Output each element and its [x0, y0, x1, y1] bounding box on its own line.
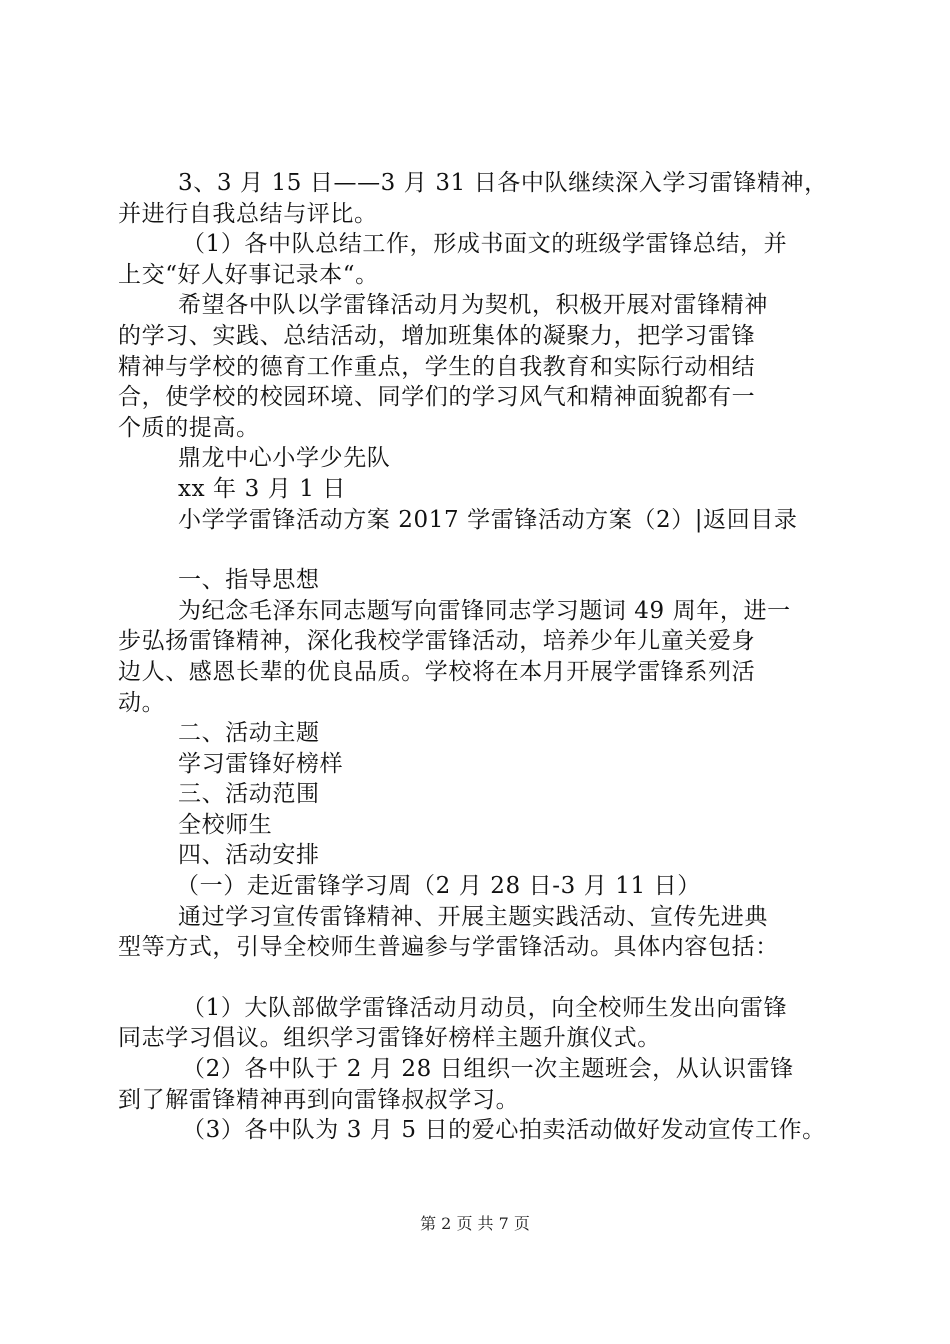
paragraph-line: 个质的提高。 [118, 414, 260, 441]
paragraph-line: （1）各中队总结工作，形成书面文的班级学雷锋总结，并 [182, 231, 788, 258]
paragraph-line: 通过学习宣传雷锋精神、开展主题实践活动、宣传先进典 [178, 903, 768, 930]
subheading-study-week: （一）走近雷锋学习周（2 月 28 日-3 月 11 日） [176, 873, 701, 900]
heading-activity-arrangement: 四、活动安排 [178, 842, 320, 869]
blank-line [118, 963, 838, 993]
paragraph-line: （1）大队部做学雷锋活动月动员，向全校师生发出向雷锋 [182, 994, 788, 1021]
paragraph-line: 的学习、实践、总结活动，增加班集体的凝聚力，把学习雷锋 [118, 322, 756, 349]
signature-date: xx 年 3 月 1 日 [178, 475, 346, 502]
paragraph-line: 精神与学校的德育工作重点，学生的自我教育和实际行动相结 [118, 353, 756, 380]
paragraph-line: 到了解雷锋精神再到向雷锋叔叔学习。 [118, 1086, 520, 1113]
signature-organization: 鼎龙中心小学少先队 [178, 445, 391, 472]
paragraph-line: 上交“好人好事记录本“。 [118, 261, 379, 288]
page-number-footer: 第 2 页 共 7 页 [420, 1214, 530, 1233]
blank-line [118, 535, 838, 565]
paragraph-line: 并进行自我总结与评比。 [118, 200, 378, 227]
paragraph-line: 为纪念毛泽东同志题写向雷锋同志学习题词 49 周年，进一 [178, 597, 791, 624]
paragraph-line: 3、3 月 15 日——3 月 31 日各中队继续深入学习雷锋精神， [178, 170, 828, 196]
paragraph-line: 希望各中队以学雷锋活动月为契机，积极开展对雷锋精神 [178, 292, 768, 319]
paragraph-line: 动。 [118, 689, 166, 716]
paragraph-line: 型等方式，引导全校师生普遍参与学雷锋活动。具体内容包括： [118, 934, 779, 961]
paragraph-line: 全校师生 [178, 811, 273, 838]
paragraph-line: （3）各中队为 3 月 5 日的爱心拍卖活动做好发动宣传工作。 [182, 1117, 826, 1144]
paragraph-line: 合，使学校的校园环境、同学们的学习风气和精神面貌都有一 [118, 384, 756, 411]
paragraph-line: 同志学习倡议。组织学习雷锋好榜样主题升旗仪式。 [118, 1025, 661, 1052]
paragraph-line: 学习雷锋好榜样 [178, 750, 344, 777]
heading-activity-theme: 二、活动主题 [178, 720, 320, 747]
heading-activity-scope: 三、活动范围 [178, 781, 320, 808]
paragraph-line: 步弘扬雷锋精神，深化我校学雷锋活动，培养少年儿童关爱身 [118, 628, 756, 655]
heading-guiding-ideology: 一、指导思想 [178, 567, 320, 594]
paragraph-line: 边人、感恩长辈的优良品质。学校将在本月开展学雷锋系列活 [118, 658, 756, 685]
section-title-line: 小学学雷锋活动方案 2017 学雷锋活动方案（2）|返回目录 [178, 506, 798, 533]
paragraph-line: （2）各中队于 2 月 28 日组织一次主题班会，从认识雷锋 [182, 1056, 794, 1083]
document-body [118, 168, 838, 1146]
